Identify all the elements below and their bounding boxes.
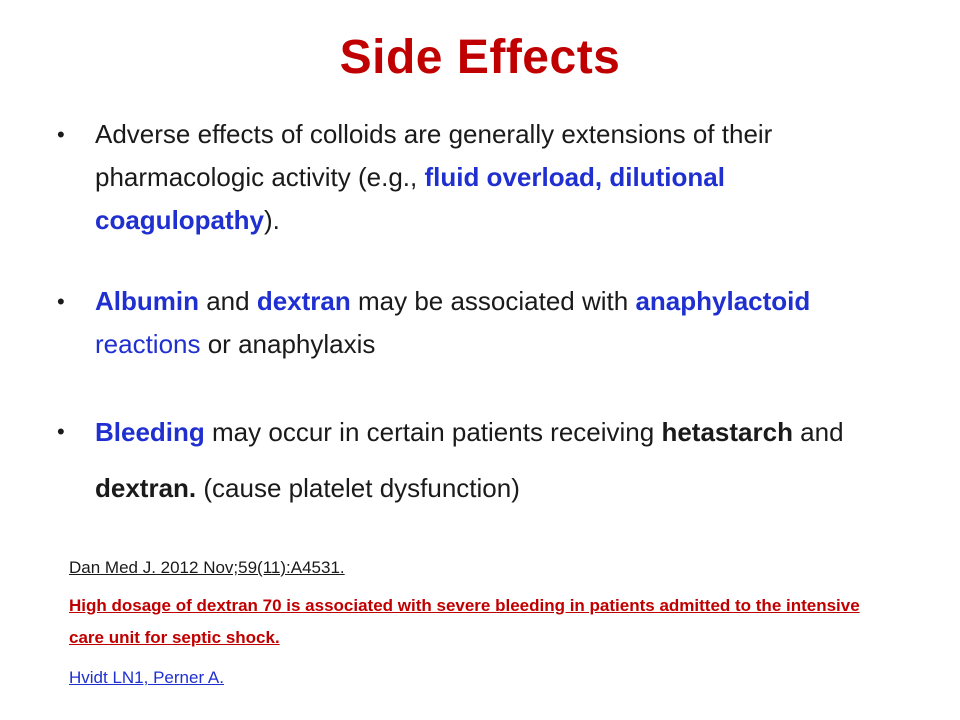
bullet-text-segment: may occur in certain patients receiving bbox=[204, 417, 662, 447]
bullet-text-segment: Adverse effects of colloids are generally extensions of their pharmacologic activity (e.g., bbox=[95, 119, 773, 192]
bullet-text-segment: may be associated with bbox=[350, 286, 636, 316]
bullet-dot-icon: • bbox=[57, 419, 65, 444]
highlight-fluid-overload: fluid overload, dilutional coagulopathy bbox=[95, 162, 725, 235]
highlight-dextran: dextran. bbox=[95, 473, 197, 503]
bullet-text-segment: and bbox=[199, 286, 257, 316]
highlight-dextran: dextran bbox=[256, 286, 351, 316]
bullet-text-segment: ). bbox=[264, 205, 280, 235]
highlight-albumin: Albumin bbox=[95, 286, 199, 316]
bullet-dot-icon: • bbox=[57, 289, 65, 314]
bullet-text-segment: and bbox=[792, 417, 844, 447]
highlight-bleeding: Bleeding bbox=[95, 417, 205, 447]
bullet-text bbox=[95, 404, 887, 516]
bullet-dot-icon: • bbox=[57, 122, 65, 147]
bullet-text bbox=[95, 280, 887, 366]
reference-article-title-link[interactable]: High dosage of dextran 70 is associated with severe bleeding in patients admitted to the intensive care unit for septic shock. bbox=[69, 596, 860, 647]
highlight-anaphylactoid: anaphylactoid bbox=[635, 286, 811, 316]
bullet-item-anaphylaxis bbox=[57, 280, 887, 366]
bullet-item-adverse-effects bbox=[57, 113, 887, 242]
highlight-reactions: reactions bbox=[95, 329, 201, 359]
bullet-item-bleeding bbox=[57, 404, 887, 516]
slide-title: Side Effects bbox=[339, 31, 621, 84]
bullet-text-segment: or anaphylaxis bbox=[200, 329, 376, 359]
reference-authors-link[interactable]: Hvidt LN1, Perner A. bbox=[69, 668, 224, 687]
bullet-text bbox=[95, 113, 887, 242]
highlight-hetastarch: hetastarch bbox=[661, 417, 793, 447]
bullet-text-segment: (cause platelet dysfunction) bbox=[196, 473, 520, 503]
reference-citation-link[interactable]: Dan Med J. 2012 Nov;59(11):A4531. bbox=[69, 558, 345, 577]
